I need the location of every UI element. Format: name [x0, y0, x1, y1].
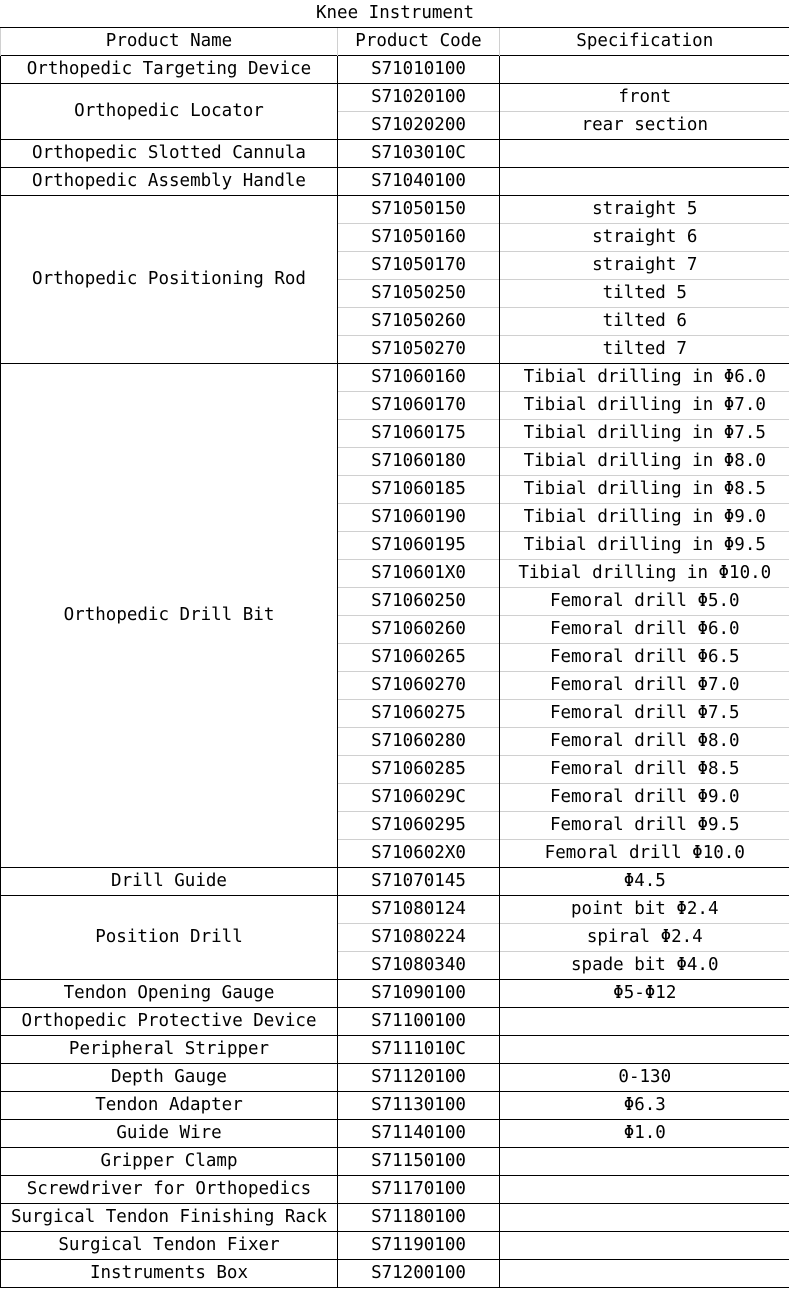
product-code-cell: S71050150 [338, 196, 500, 224]
table-row [1, 168, 789, 196]
specification-cell: Tibial drilling in Φ8.0 [500, 448, 789, 476]
product-code-cell: S71060190 [338, 504, 500, 532]
specification-cell [500, 1232, 789, 1260]
specification-cell [500, 1176, 789, 1204]
title-row [1, 0, 789, 28]
product-code-cell: S71040100 [338, 168, 500, 196]
specification-cell: Tibial drilling in Φ6.0 [500, 364, 789, 392]
specification-cell [500, 56, 789, 84]
table-row [1, 1064, 789, 1092]
product-code-cell: S71150100 [338, 1148, 500, 1176]
specification-cell [500, 1260, 789, 1288]
specification-cell [500, 1036, 789, 1064]
table-row [1, 896, 789, 924]
product-code-cell: S71060195 [338, 532, 500, 560]
product-code-cell: S71170100 [338, 1176, 500, 1204]
table-body [1, 56, 789, 1288]
table-row [1, 140, 789, 168]
specification-cell: Tibial drilling in Φ9.0 [500, 504, 789, 532]
specification-cell: Femoral drill Φ6.5 [500, 644, 789, 672]
specification-cell: spade bit Φ4.0 [500, 952, 789, 980]
product-name-cell: Orthopedic Assembly Handle [1, 168, 338, 196]
product-name-cell: Screwdriver for Orthopedics [1, 1176, 338, 1204]
product-code-cell: S71080124 [338, 896, 500, 924]
product-code-cell: S71050160 [338, 224, 500, 252]
product-code-cell: S71190100 [338, 1232, 500, 1260]
specification-cell: point bit Φ2.4 [500, 896, 789, 924]
product-name-cell: Orthopedic Positioning Rod [1, 196, 338, 364]
specification-cell: rear section [500, 112, 789, 140]
product-code-cell: S71140100 [338, 1120, 500, 1148]
specification-cell: Φ4.5 [500, 868, 789, 896]
specification-cell [500, 1148, 789, 1176]
table-row [1, 1148, 789, 1176]
product-code-cell: S71060280 [338, 728, 500, 756]
specification-cell: Φ1.0 [500, 1120, 789, 1148]
specification-cell: spiral Φ2.4 [500, 924, 789, 952]
specification-cell: Tibial drilling in Φ7.5 [500, 420, 789, 448]
specification-cell: tilted 7 [500, 336, 789, 364]
table-row [1, 84, 789, 112]
product-code-cell: S71050260 [338, 308, 500, 336]
product-name-cell: Guide Wire [1, 1120, 338, 1148]
specification-cell [500, 1008, 789, 1036]
product-name-cell: Depth Gauge [1, 1064, 338, 1092]
product-name-cell: Tendon Adapter [1, 1092, 338, 1120]
table-row [1, 196, 789, 224]
product-code-cell: S71050270 [338, 336, 500, 364]
product-code-cell: S71060270 [338, 672, 500, 700]
product-code-cell: S71060260 [338, 616, 500, 644]
product-name-cell: Peripheral Stripper [1, 1036, 338, 1064]
product-name-cell: Surgical Tendon Finishing Rack [1, 1204, 338, 1232]
specification-cell: Femoral drill Φ9.5 [500, 812, 789, 840]
product-code-cell: S71050170 [338, 252, 500, 280]
product-code-cell: S71020100 [338, 84, 500, 112]
specification-cell: straight 6 [500, 224, 789, 252]
table-row [1, 1008, 789, 1036]
table-row [1, 1176, 789, 1204]
specification-cell: Femoral drill Φ5.0 [500, 588, 789, 616]
product-code-cell: S71060160 [338, 364, 500, 392]
product-name-cell: Drill Guide [1, 868, 338, 896]
product-name-cell: Tendon Opening Gauge [1, 980, 338, 1008]
product-code-cell: S710602X0 [338, 840, 500, 868]
product-code-cell: S71050250 [338, 280, 500, 308]
table-row [1, 1092, 789, 1120]
specification-cell: Tibial drilling in Φ8.5 [500, 476, 789, 504]
product-code-cell: S71090100 [338, 980, 500, 1008]
header-row [1, 28, 789, 56]
product-name-cell: Gripper Clamp [1, 1148, 338, 1176]
product-code-cell: S71120100 [338, 1064, 500, 1092]
product-code-cell: S71080340 [338, 952, 500, 980]
specification-cell: Femoral drill Φ10.0 [500, 840, 789, 868]
table-row [1, 868, 789, 896]
product-code-cell: S71060175 [338, 420, 500, 448]
product-name-cell: Orthopedic Slotted Cannula [1, 140, 338, 168]
specification-cell: Φ5-Φ12 [500, 980, 789, 1008]
header-specification: Specification [500, 28, 789, 56]
specification-cell [500, 168, 789, 196]
product-name-cell: Position Drill [1, 896, 338, 980]
table-row [1, 1260, 789, 1288]
product-name-cell: Instruments Box [1, 1260, 338, 1288]
specification-cell: front [500, 84, 789, 112]
product-code-cell: S71020200 [338, 112, 500, 140]
product-name-cell: Orthopedic Targeting Device [1, 56, 338, 84]
specification-cell [500, 1204, 789, 1232]
product-name-cell: Orthopedic Protective Device [1, 1008, 338, 1036]
product-code-cell: S71060295 [338, 812, 500, 840]
product-code-cell: S71060180 [338, 448, 500, 476]
table-row [1, 1036, 789, 1064]
specification-cell: Femoral drill Φ9.0 [500, 784, 789, 812]
header-product-name: Product Name [1, 28, 338, 56]
header-product-code: Product Code [338, 28, 500, 56]
table-row [1, 1120, 789, 1148]
product-code-cell: S71130100 [338, 1092, 500, 1120]
table-row [1, 1204, 789, 1232]
product-code-cell: S7111010C [338, 1036, 500, 1064]
product-code-cell: S71070145 [338, 868, 500, 896]
specification-cell: straight 5 [500, 196, 789, 224]
specification-cell: straight 7 [500, 252, 789, 280]
product-code-cell: S71100100 [338, 1008, 500, 1036]
product-code-cell: S710601X0 [338, 560, 500, 588]
table-row [1, 1232, 789, 1260]
product-code-cell: S7106029C [338, 784, 500, 812]
product-code-cell: S71060265 [338, 644, 500, 672]
table-row [1, 56, 789, 84]
specification-cell: Tibial drilling in Φ10.0 [500, 560, 789, 588]
specification-cell: Φ6.3 [500, 1092, 789, 1120]
specification-cell: Tibial drilling in Φ9.5 [500, 532, 789, 560]
product-code-cell: S71060285 [338, 756, 500, 784]
specification-cell: Femoral drill Φ8.0 [500, 728, 789, 756]
specification-cell: Femoral drill Φ7.5 [500, 700, 789, 728]
product-code-cell: S71060185 [338, 476, 500, 504]
specification-cell: Tibial drilling in Φ7.0 [500, 392, 789, 420]
specification-cell [500, 140, 789, 168]
specification-cell: 0-130 [500, 1064, 789, 1092]
product-name-cell: Surgical Tendon Fixer [1, 1232, 338, 1260]
product-name-cell: Orthopedic Locator [1, 84, 338, 140]
table-row [1, 980, 789, 1008]
product-code-cell: S71060170 [338, 392, 500, 420]
product-code-cell: S71010100 [338, 56, 500, 84]
table-row [1, 364, 789, 392]
product-code-cell: S71080224 [338, 924, 500, 952]
table-title: Knee Instrument [315, 3, 475, 23]
product-code-cell: S71060250 [338, 588, 500, 616]
specification-cell: tilted 5 [500, 280, 789, 308]
product-code-cell: S71060275 [338, 700, 500, 728]
specification-cell: tilted 6 [500, 308, 789, 336]
product-code-cell: S71180100 [338, 1204, 500, 1232]
specification-cell: Femoral drill Φ6.0 [500, 616, 789, 644]
specification-cell: Femoral drill Φ7.0 [500, 672, 789, 700]
product-code-cell: S7103010C [338, 140, 500, 168]
specification-cell: Femoral drill Φ8.5 [500, 756, 789, 784]
product-name-cell: Orthopedic Drill Bit [1, 364, 338, 868]
product-code-cell: S71200100 [338, 1260, 500, 1288]
